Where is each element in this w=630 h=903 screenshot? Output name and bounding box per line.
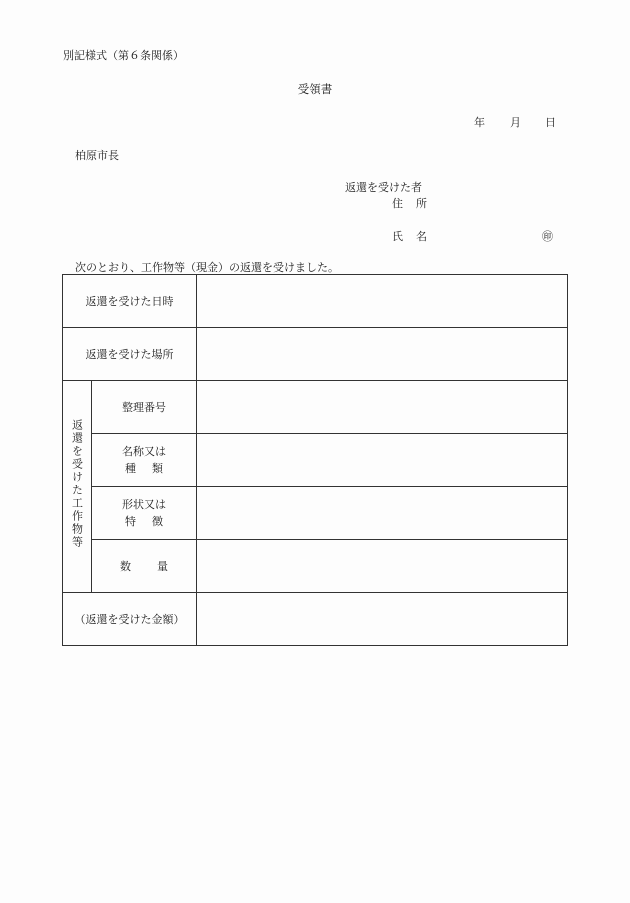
name-label-line1: 名称又は (122, 445, 166, 458)
row-name-label (92, 434, 197, 487)
quantity-label: 数量 (120, 559, 194, 573)
table-row (63, 275, 568, 328)
name-value-cell[interactable] (197, 434, 568, 487)
date-year-label: 年 (474, 116, 485, 129)
date-day-label: 日 (545, 116, 556, 129)
group-label-cell (63, 381, 92, 593)
datetime-value-cell[interactable] (197, 275, 568, 328)
row-place-label: 返還を受けた場所 (63, 328, 197, 381)
statement-text: 次のとおり、工作物等（現金）の返還を受けました。 (75, 261, 339, 274)
table-row (63, 434, 568, 487)
table-row (63, 328, 568, 381)
recipient-label: 返還を受けた者 (345, 181, 422, 194)
address-label: 住所 (392, 197, 440, 210)
row-shape-label (92, 487, 197, 540)
table-row (63, 593, 568, 646)
form-number-label: 別記様式（第６条関係） (63, 49, 184, 62)
addressee: 柏原市長 (75, 149, 119, 162)
table-row (63, 381, 568, 434)
group-label: 返還を受けた工作物等 (70, 419, 84, 549)
document-title: 受領書 (297, 82, 333, 96)
number-value-cell[interactable] (197, 381, 568, 434)
row-number-label: 整理番号 (92, 381, 197, 434)
place-value-cell[interactable] (197, 328, 568, 381)
quantity-value-cell[interactable] (197, 540, 568, 593)
row-quantity-label (92, 540, 197, 593)
receipt-table (62, 274, 568, 646)
seal-mark: ㊞ (542, 230, 553, 243)
shape-label-line2: 特徴 (125, 515, 179, 528)
date-month-label: 月 (510, 116, 521, 129)
amount-value-cell[interactable] (197, 593, 568, 646)
name-label: 氏名 (392, 230, 440, 243)
row-datetime-label: 返還を受けた日時 (63, 275, 197, 328)
table-row (63, 540, 568, 593)
name-label-line2: 種類 (125, 462, 179, 475)
shape-label-line1: 形状又は (122, 498, 166, 511)
table-row (63, 487, 568, 540)
shape-value-cell[interactable] (197, 487, 568, 540)
row-amount-label: （返還を受けた金額） (63, 593, 197, 646)
